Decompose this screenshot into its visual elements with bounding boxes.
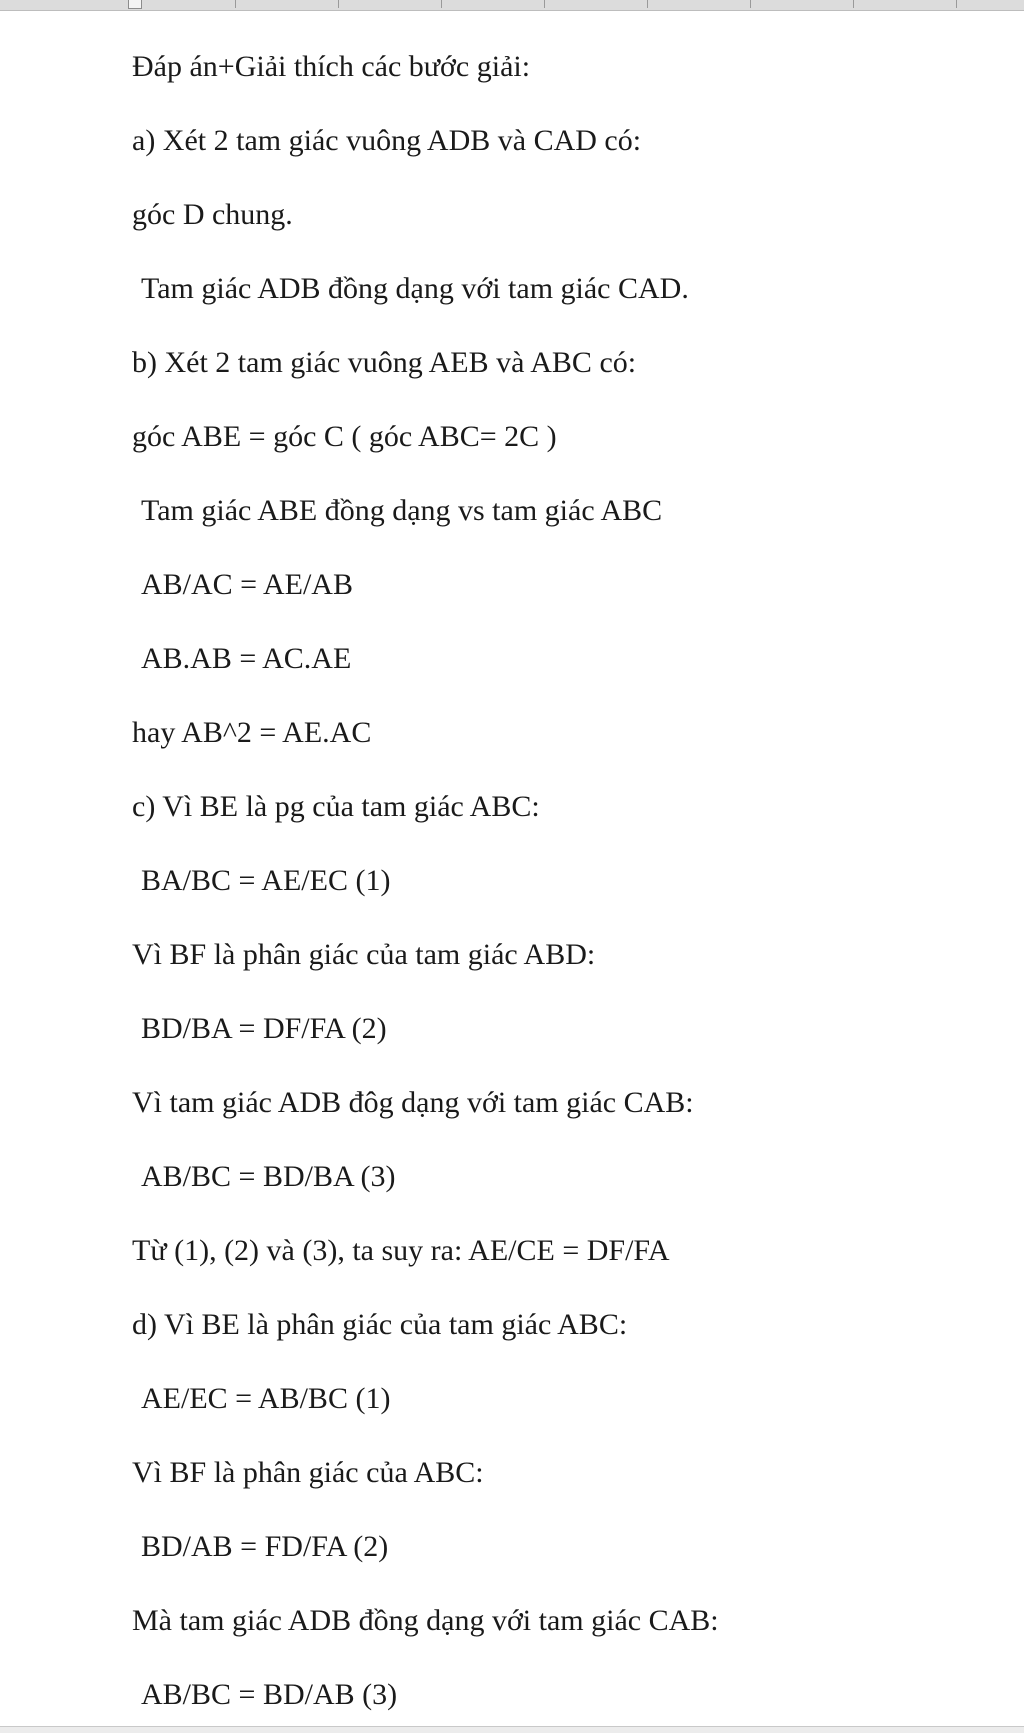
- equation-line: BA/BC = AE/EC (1): [141, 864, 391, 897]
- text-line: Vì tam giác ADB đôg dạng với tam giác CAB:: [132, 1086, 694, 1119]
- document-page[interactable]: [0, 11, 1024, 1721]
- text-line: Tam giác ABE đồng dạng vs tam giác ABC: [141, 494, 663, 527]
- ruler-tick: [647, 0, 648, 8]
- text-line: Vì BF là phân giác của ABC:: [132, 1456, 484, 1489]
- ruler-tick: [853, 0, 854, 8]
- ruler-tick: [338, 0, 339, 8]
- equation-line: hay AB^2 = AE.AC: [132, 716, 372, 749]
- ruler-tick: [441, 0, 442, 8]
- top-ruler: [0, 0, 1024, 11]
- heading-answer-explanation: Đáp án+Giải thích các bước giải:: [132, 50, 531, 83]
- equation-line: AE/EC = AB/BC (1): [141, 1382, 391, 1415]
- ruler-tick: [750, 0, 751, 8]
- text-line: Vì BF là phân giác của tam giác ABD:: [132, 938, 596, 971]
- ruler-tick: [956, 0, 957, 8]
- text-line: Mà tam giác ADB đồng dạng với tam giác CAB:: [132, 1604, 719, 1637]
- equation-line: AB/BC = BD/BA (3): [141, 1160, 396, 1193]
- part-d-intro: d) Vì BE là phân giác của tam giác ABC:: [132, 1308, 628, 1341]
- page-bottom-border: [0, 1726, 1024, 1733]
- equation-line: AB/AC = AE/AB: [141, 568, 353, 601]
- equation-line: AB.AB = AC.AE: [141, 642, 352, 675]
- text-line: góc D chung.: [132, 198, 293, 231]
- part-b-intro: b) Xét 2 tam giác vuông AEB và ABC có:: [132, 346, 637, 379]
- part-c-intro: c) Vì BE là pg của tam giác ABC:: [132, 790, 540, 823]
- equation-line: AB/BC = BD/AB (3): [141, 1678, 398, 1711]
- conclusion-line: Từ (1), (2) và (3), ta suy ra: AE/CE = DF/FA: [132, 1234, 670, 1267]
- equation-line: BD/BA = DF/FA (2): [141, 1012, 387, 1045]
- equation-line: BD/AB = FD/FA (2): [141, 1530, 389, 1563]
- part-a-intro: a) Xét 2 tam giác vuông ADB và CAD có:: [132, 124, 642, 157]
- text-line: góc ABE = góc C ( góc ABC= 2C ): [132, 420, 557, 453]
- ruler-indent-marker[interactable]: [128, 0, 142, 9]
- ruler-tick: [544, 0, 545, 8]
- ruler-tick: [235, 0, 236, 8]
- text-line: Tam giác ADB đồng dạng với tam giác CAD.: [141, 272, 689, 305]
